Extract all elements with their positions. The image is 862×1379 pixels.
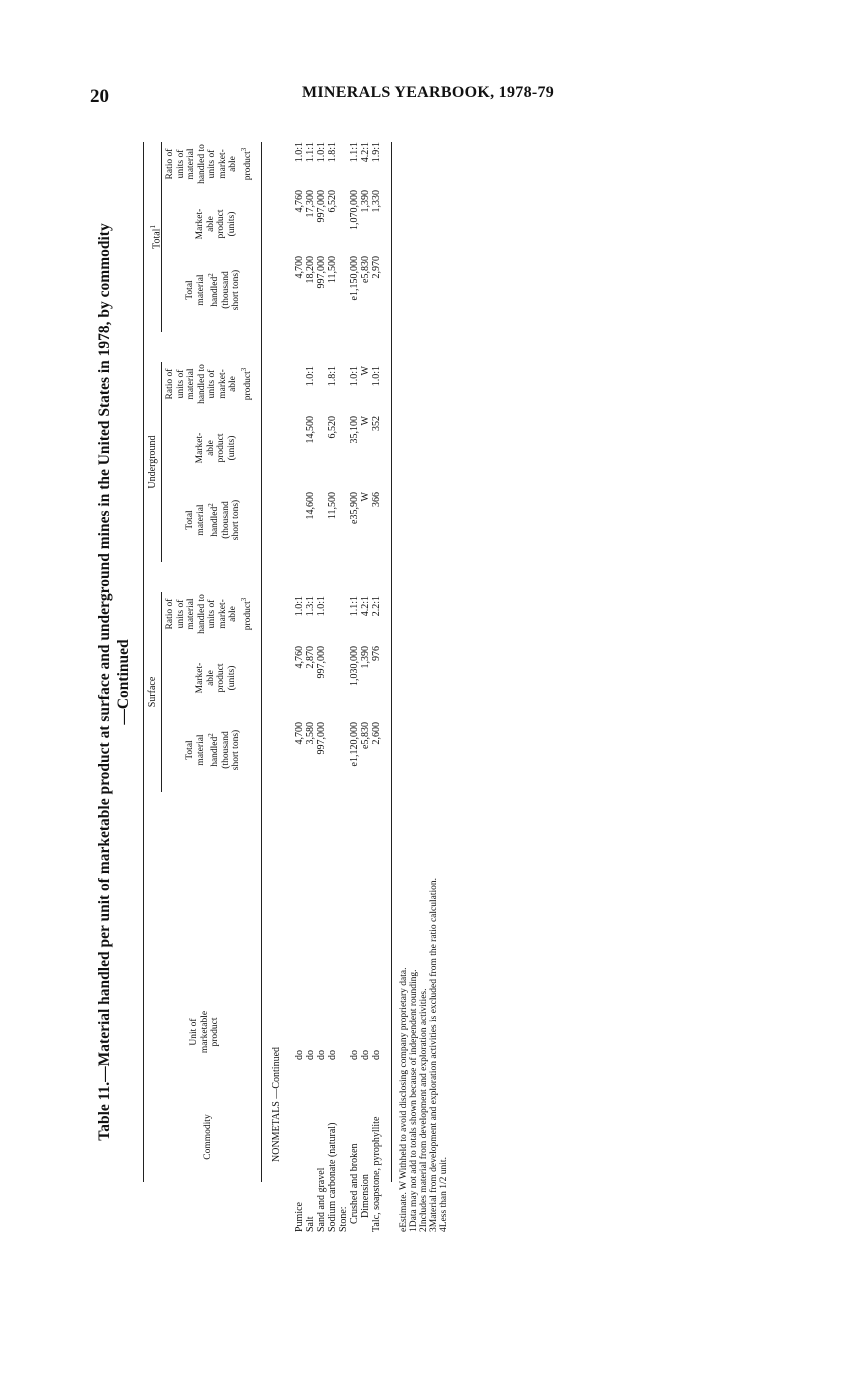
cell-s-mkt: 2,870 xyxy=(305,646,316,669)
row-label: Crushed and broken xyxy=(349,1143,360,1224)
header-rule xyxy=(261,142,262,1182)
h-l: (thousand xyxy=(220,501,231,539)
cell-s-total: 3,580 xyxy=(305,722,316,745)
cell-u-total: W xyxy=(360,492,371,502)
cell-s-ratio: 2.2:1 xyxy=(371,596,382,617)
h-l: handled$^2$ xyxy=(207,503,221,537)
cell-u-ratio: 1.0:1 xyxy=(371,366,382,387)
cell-t-mkt: 1,330 xyxy=(371,190,382,213)
h-l: Ratio of xyxy=(165,368,175,400)
h-l-text: product xyxy=(242,151,253,181)
h-l: material xyxy=(186,368,196,400)
unit-header-l3: product xyxy=(210,1017,220,1047)
row-label: Talc, soapstone, pyrophyllite xyxy=(371,1116,382,1232)
underground-group-header: Underground xyxy=(147,435,158,489)
cell-t-mkt: 17,300 xyxy=(305,190,316,218)
cell-u-mkt: 14,500 xyxy=(305,416,316,444)
cell-u-mkt: 35,100 xyxy=(349,416,360,444)
row-label: Salt xyxy=(305,1216,316,1232)
cell-t-total: 997,000 xyxy=(316,256,327,289)
h-l: able xyxy=(228,376,238,392)
h-l: Total xyxy=(185,510,195,530)
row-label: Pumice xyxy=(294,1202,305,1232)
total-group-label: Total xyxy=(151,228,163,249)
total-ratio-header xyxy=(165,134,253,194)
h-l: material xyxy=(186,598,196,630)
cell-u-mkt: 6,520 xyxy=(327,416,338,439)
underground-group-rule xyxy=(161,362,162,562)
h-l: short tons) xyxy=(231,729,242,771)
bottom-rule xyxy=(391,142,392,1182)
h-l: Market- xyxy=(195,432,205,464)
cell-s-total: e1,120,000 xyxy=(349,722,360,767)
top-rule xyxy=(143,142,144,1182)
cell-t-ratio: 1.1:1 xyxy=(305,142,316,163)
h-l: able xyxy=(205,670,216,686)
unit-header-l2: marketable xyxy=(199,1010,210,1054)
footnote: 2Includes material from development and exploration activities. xyxy=(419,988,429,1232)
cell-t-mkt: 6,520 xyxy=(327,190,338,213)
h-l: product$^3$ xyxy=(239,147,253,181)
h-l: handled to xyxy=(196,364,207,404)
h-l: units of xyxy=(207,369,217,399)
h-l: Ratio of xyxy=(165,598,175,630)
row-label: Dimension xyxy=(360,1174,371,1218)
surface-group-rule xyxy=(161,592,162,792)
cell-u-mkt: W xyxy=(360,416,371,426)
h-l: material xyxy=(195,274,206,306)
row-unit: do xyxy=(327,1050,338,1060)
surface-marketable-header xyxy=(195,648,237,708)
rotated-table xyxy=(95,132,449,1232)
h-l: product xyxy=(216,433,226,463)
h-l-text: product xyxy=(242,371,253,401)
cell-s-mkt: 1,390 xyxy=(360,646,371,669)
row-label: Stone: xyxy=(338,1206,349,1232)
total-total-header xyxy=(185,258,242,322)
h-l: able xyxy=(205,216,216,232)
total-group-rule xyxy=(161,142,162,332)
row-unit: do xyxy=(360,1050,371,1060)
footnote: 3Material from development and exploration activities is excluded from the ratio calculation. xyxy=(429,877,439,1232)
h-l: able xyxy=(205,440,216,456)
h-l: material xyxy=(186,148,196,180)
h-l: handled$^2$ xyxy=(207,273,221,307)
surface-group-header: Surface xyxy=(147,676,158,708)
surface-ratio-header xyxy=(165,584,253,644)
h-l: Total xyxy=(185,280,195,300)
table-title-line1: Table 11.—Material handled per unit of marketable product at surface and underground mines in the United States in 1978, by commodity xyxy=(96,223,113,1141)
h-l: material xyxy=(195,504,206,536)
cell-u-mkt: 352 xyxy=(371,416,382,431)
cell-t-ratio: 1.0:1 xyxy=(294,142,305,163)
cell-t-ratio: 1.8:1 xyxy=(327,142,338,163)
h-l: (units) xyxy=(226,665,237,691)
cell-t-mkt: 1,070,000 xyxy=(349,190,360,230)
h-l: product$^3$ xyxy=(239,367,253,401)
cell-t-mkt: 1,390 xyxy=(360,190,371,213)
cell-s-ratio: 1.3:1 xyxy=(305,596,316,617)
h-l: (thousand xyxy=(220,731,231,769)
h-l: Total xyxy=(185,740,195,760)
h-l: product xyxy=(216,209,226,239)
h-l-text: product xyxy=(242,601,253,631)
cell-s-ratio: 4.2:1 xyxy=(360,596,371,617)
h-l: able xyxy=(228,156,238,172)
cell-t-total: e1,150,000 xyxy=(349,256,360,301)
cell-s-total: 997,000 xyxy=(316,722,327,755)
h-l: Ratio of xyxy=(165,148,175,180)
h-l: (thousand xyxy=(220,271,231,309)
commodity-header: Commodity xyxy=(203,1114,213,1160)
h-l: Market- xyxy=(195,662,205,694)
h-l: units of xyxy=(207,599,217,629)
h-l: handled$^2$ xyxy=(207,733,221,767)
h-l: product xyxy=(216,663,226,693)
total-group-sup: 1 xyxy=(149,225,157,229)
cell-t-mkt: 997,000 xyxy=(316,190,327,223)
cell-u-ratio: 1.0:1 xyxy=(349,366,360,387)
cell-t-ratio: 1.9:1 xyxy=(371,142,382,163)
cell-s-mkt: 997,000 xyxy=(316,646,327,679)
underground-marketable-header xyxy=(195,418,237,478)
total-marketable-header xyxy=(195,194,237,254)
cell-u-ratio: W xyxy=(360,366,371,376)
cell-s-mkt: 4,760 xyxy=(294,646,305,669)
h-l: handled to xyxy=(196,594,207,634)
cell-t-total: e5,830 xyxy=(360,256,371,283)
surface-total-header xyxy=(185,718,242,782)
cell-s-total: 2,600 xyxy=(371,722,382,745)
row-unit: do xyxy=(349,1050,360,1060)
cell-t-ratio: 4.2:1 xyxy=(360,142,371,163)
row-unit: do xyxy=(305,1050,316,1060)
h-l: short tons) xyxy=(231,499,242,541)
cell-u-total: 11,500 xyxy=(327,492,338,520)
cell-t-mkt: 4,760 xyxy=(294,190,305,213)
h-l: handled to xyxy=(196,144,207,184)
h-l: market- xyxy=(217,369,228,399)
h-l: (units) xyxy=(226,211,237,237)
cell-s-mkt: 976 xyxy=(371,646,382,661)
table-title xyxy=(95,132,133,1232)
h-l: Market- xyxy=(195,208,205,240)
unit-header-l1: Unit of xyxy=(189,1018,199,1046)
h-l: product$^3$ xyxy=(239,597,253,631)
running-head: MINERALS YEARBOOK, 1978-79 xyxy=(302,84,555,101)
h-l: market- xyxy=(217,149,228,179)
h-l: market- xyxy=(217,599,228,629)
cell-u-ratio: 1.0:1 xyxy=(305,366,316,387)
section-heading: NONMETALS —Continued xyxy=(271,1046,282,1162)
footnote: 1Data may not add to totals shown because of independent rounding. xyxy=(409,969,419,1232)
page-number: 20 xyxy=(90,86,109,107)
cell-s-total: 4,700 xyxy=(294,722,305,745)
cell-t-total: 4,700 xyxy=(294,256,305,279)
cell-t-total: 18,200 xyxy=(305,256,316,284)
h-l: able xyxy=(228,606,238,622)
row-unit: do xyxy=(316,1050,327,1060)
h-l-text: handled xyxy=(210,506,221,537)
h-l-text: handled xyxy=(210,276,221,307)
footnote: 4Less than 1/2 unit. xyxy=(439,1157,449,1232)
cell-u-total: 14,600 xyxy=(305,492,316,520)
h-l: material xyxy=(195,734,206,766)
cell-s-ratio: 1.0:1 xyxy=(316,596,327,617)
cell-t-ratio: 1.1:1 xyxy=(349,142,360,163)
cell-t-total: 11,500 xyxy=(327,256,338,284)
cell-u-total: 366 xyxy=(371,492,382,507)
footnote: eEstimate. W Withheld to avoid disclosing company proprietary data. xyxy=(399,967,409,1232)
h-l: short tons) xyxy=(231,269,242,311)
cell-t-ratio: 1.0:1 xyxy=(316,142,327,163)
h-l: units of xyxy=(175,599,186,629)
h-l: units of xyxy=(175,149,186,179)
unit-header xyxy=(189,987,221,1077)
cell-u-total: e35,900 xyxy=(349,492,360,524)
cell-s-ratio: 1.1:1 xyxy=(349,596,360,617)
h-l: units of xyxy=(207,149,217,179)
row-unit: do xyxy=(371,1050,382,1060)
underground-total-header xyxy=(185,488,242,552)
h-l: (units) xyxy=(226,435,237,461)
row-label: Sodium carbonate (natural) xyxy=(327,1122,338,1232)
cell-s-ratio: 1.0:1 xyxy=(294,596,305,617)
row-label: Sand and gravel xyxy=(316,1167,327,1232)
h-l: units of xyxy=(175,369,186,399)
cell-u-ratio: 1.8:1 xyxy=(327,366,338,387)
underground-ratio-header xyxy=(165,354,253,414)
cell-s-total: e5,830 xyxy=(360,722,371,749)
cell-t-total: 2,970 xyxy=(371,256,382,279)
table-title-line2: —Continued xyxy=(115,639,132,725)
h-l-text: handled xyxy=(210,736,221,767)
row-unit: do xyxy=(294,1050,305,1060)
cell-s-mkt: 1,030,000 xyxy=(349,646,360,686)
